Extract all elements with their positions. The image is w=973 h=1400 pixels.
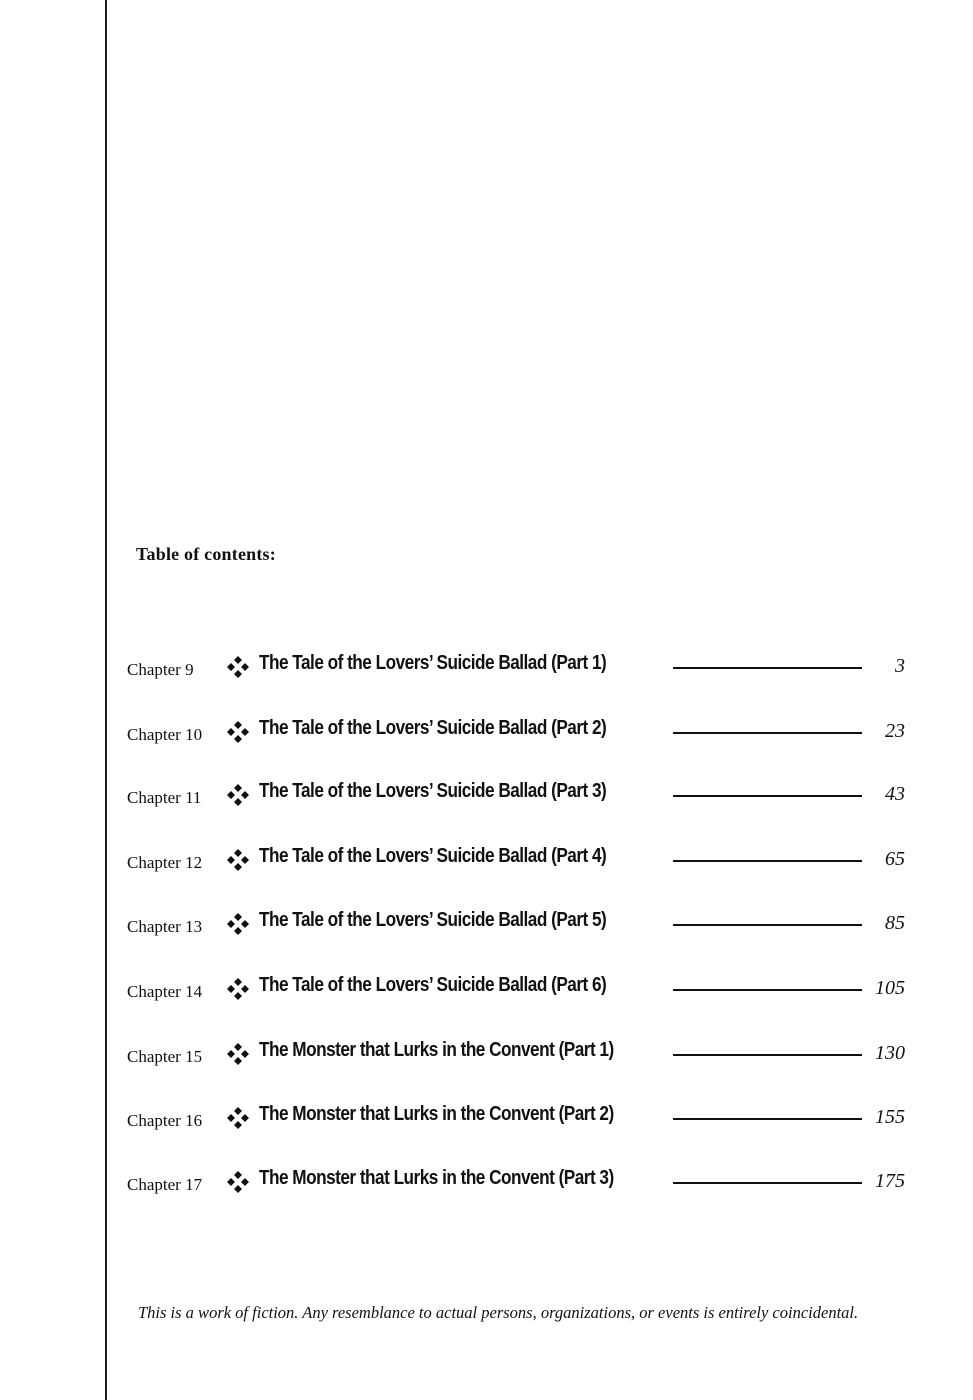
- chapter-label: Chapter 12: [127, 853, 203, 872]
- chapter-title: The Monster that Lurks in the Convent (Part 2): [259, 1103, 614, 1125]
- chapter-title: The Tale of the Lovers’ Suicide Ballad (Part 4): [259, 845, 607, 867]
- toc-entry: [0, 1163, 973, 1203]
- dot-leader-line: [673, 1182, 862, 1184]
- page-number: 155: [875, 1106, 905, 1128]
- dot-leader-line: [673, 860, 862, 862]
- chapter-title: The Monster that Lurks in the Convent (Part 1): [259, 1039, 614, 1061]
- toc-entry: [0, 1035, 973, 1075]
- dot-leader-line: [673, 989, 862, 991]
- chapter-label: Chapter 11: [127, 788, 202, 807]
- chapter-label: Chapter 13: [127, 917, 203, 936]
- chapter-title: The Tale of the Lovers’ Suicide Ballad (Part 3): [259, 780, 607, 802]
- page-number: 175: [875, 1170, 905, 1192]
- page-number: 23: [885, 720, 905, 742]
- toc-entry: [0, 841, 973, 881]
- toc-heading: Table of contents:: [136, 544, 276, 564]
- page-number: 43: [885, 783, 905, 805]
- four-diamond-ornament-icon: [225, 976, 251, 1002]
- page-number: 130: [875, 1042, 905, 1064]
- dot-leader-line: [673, 1118, 862, 1120]
- page-number: 105: [875, 977, 905, 999]
- four-diamond-ornament-icon: [225, 1105, 251, 1131]
- chapter-title: The Monster that Lurks in the Convent (Part 3): [259, 1167, 614, 1189]
- chapter-title: The Tale of the Lovers’ Suicide Ballad (Part 1): [259, 652, 607, 674]
- toc-entry: [0, 1099, 973, 1139]
- chapter-label: Chapter 14: [127, 982, 203, 1001]
- four-diamond-ornament-icon: [225, 782, 251, 808]
- page-number: 65: [885, 848, 905, 870]
- dot-leader-line: [673, 1054, 862, 1056]
- chapter-label: Chapter 9: [127, 660, 194, 679]
- toc-entry: [0, 648, 973, 688]
- chapter-label: Chapter 17: [127, 1175, 203, 1194]
- four-diamond-ornament-icon: [225, 654, 251, 680]
- four-diamond-ornament-icon: [225, 847, 251, 873]
- chapter-label: Chapter 10: [127, 725, 203, 744]
- four-diamond-ornament-icon: [225, 911, 251, 937]
- toc-entry: [0, 970, 973, 1010]
- dot-leader-line: [673, 667, 862, 669]
- fiction-disclaimer: This is a work of fiction. Any resemblance to actual persons, organizations, or events is entirely coincidental.: [138, 1303, 859, 1322]
- toc-entry: [0, 905, 973, 945]
- toc-entry: [0, 776, 973, 816]
- page-number: 85: [885, 912, 905, 934]
- chapter-label: Chapter 15: [127, 1047, 203, 1066]
- four-diamond-ornament-icon: [225, 719, 251, 745]
- four-diamond-ornament-icon: [225, 1041, 251, 1067]
- dot-leader-line: [673, 732, 862, 734]
- toc-entry: [0, 713, 973, 753]
- page-number: 3: [895, 655, 905, 677]
- dot-leader-line: [673, 795, 862, 797]
- chapter-title: The Tale of the Lovers’ Suicide Ballad (Part 5): [259, 909, 607, 931]
- chapter-label: Chapter 16: [127, 1111, 203, 1130]
- chapter-title: The Tale of the Lovers’ Suicide Ballad (Part 2): [259, 717, 607, 739]
- chapter-title: The Tale of the Lovers’ Suicide Ballad (Part 6): [259, 974, 607, 996]
- four-diamond-ornament-icon: [225, 1169, 251, 1195]
- dot-leader-line: [673, 924, 862, 926]
